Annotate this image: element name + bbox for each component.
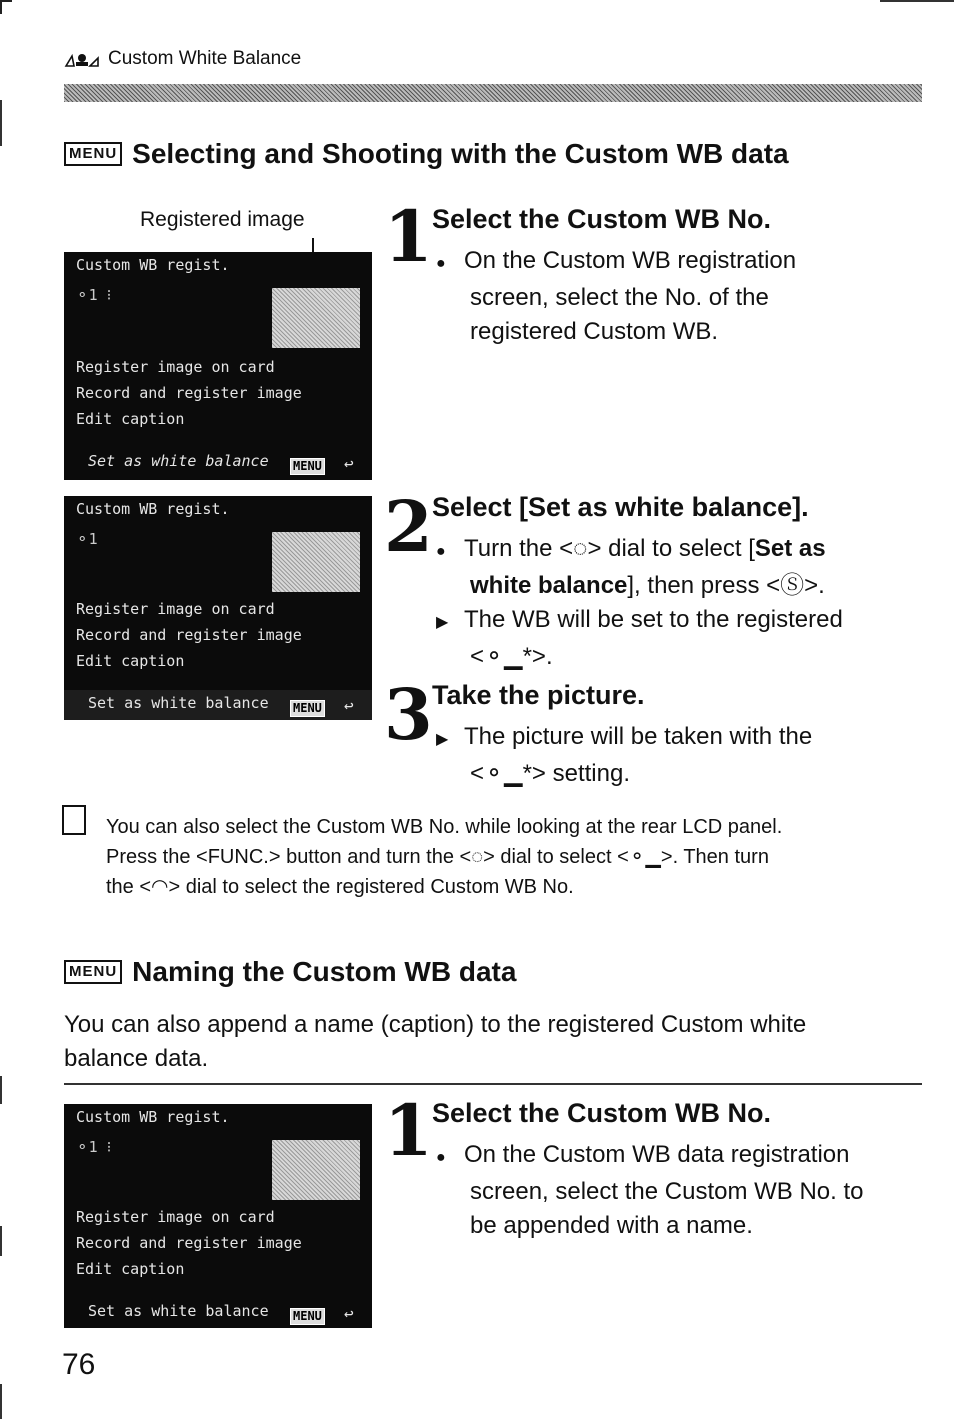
custom-wb-icon — [64, 50, 100, 68]
page-number: 76 — [62, 1348, 96, 1381]
menu-item: Record and register image — [76, 1234, 302, 1252]
margin-tick — [0, 1384, 2, 1419]
screen-heading: Custom WB regist. — [76, 1108, 230, 1126]
step-title: Take the picture. — [432, 680, 645, 710]
callout-label: Registered image — [140, 208, 305, 231]
registered-image-thumbnail — [272, 288, 360, 348]
set-button-icon: Ⓢ — [780, 572, 805, 599]
screen-heading: Custom WB regist. — [76, 256, 230, 274]
section-intro: You can also append a name (caption) to the registered Custom white balance data. — [64, 1011, 807, 1072]
custom-wb-icon: ⚬▁ — [484, 643, 523, 670]
note-text: You can also select the Custom WB No. while looking at the rear LCD panel. Press the <FUNC.> button and turn the <◌> dial to select <⚬▁>. Then turn the <◠> dial to select the registered Custom WB No. — [106, 816, 783, 898]
wb-slot: ⚬1 — [76, 530, 98, 548]
step-body: ● Turn the <◌> dial to select [Set as white balance], then press <Ⓢ>. ▶ The WB will be set to the registered <⚬▁*>. — [436, 535, 843, 670]
section-title: Selecting and Shooting with the Custom WB data — [132, 138, 789, 169]
menu-badge: MENU — [64, 960, 122, 984]
camera-screen-3 — [64, 1104, 372, 1328]
menu-item: Record and register image — [76, 384, 302, 402]
divider — [64, 1083, 922, 1085]
step-body: ● On the Custom WB registration screen, select the No. of the registered Custom WB. — [436, 247, 797, 345]
return-icon: ↩ — [344, 696, 354, 715]
quick-control-dial-icon: ◌ — [471, 846, 484, 868]
step-title: Select the Custom WB No. — [432, 1098, 772, 1128]
return-icon: ↩ — [344, 454, 354, 473]
crop-mark — [0, 0, 12, 14]
running-header — [64, 48, 301, 70]
menu-badge: MENU — [64, 142, 122, 166]
menu-item: Register image on card — [76, 358, 275, 376]
camera-screen-1 — [64, 252, 372, 480]
registered-image-thumbnail — [272, 1140, 360, 1200]
quick-control-dial-icon: ◌ — [573, 535, 588, 562]
section-title: Naming the Custom WB data — [132, 956, 517, 987]
step-number: 1 — [384, 195, 433, 278]
registered-image-thumbnail — [272, 532, 360, 592]
menu-item-selected: Set as white balance — [88, 694, 269, 712]
menu-item: Set as white balance — [88, 1302, 269, 1320]
menu-item: Set as white balance — [88, 452, 269, 470]
step-number: 3 — [384, 673, 433, 756]
return-icon: ↩ — [344, 1304, 354, 1323]
menu-item: Record and register image — [76, 626, 302, 644]
bullet-icon: ● — [436, 255, 446, 272]
bullet-icon: ● — [436, 543, 446, 560]
bullet-icon: ● — [436, 1149, 446, 1166]
custom-wb-icon: ⚬▁ — [628, 846, 661, 868]
step-title: Select [Set as white balance]. — [432, 492, 809, 522]
step-number: 2 — [384, 485, 433, 568]
screen-heading: Custom WB regist. — [76, 500, 230, 518]
wb-slot: ⚬1 ⁝ — [76, 286, 112, 304]
margin-tick — [0, 1076, 2, 1104]
step-number: 1 — [384, 1089, 433, 1172]
menu-item: Edit caption — [76, 1260, 185, 1278]
section-heading — [64, 956, 516, 988]
arrow-icon: ▶ — [436, 731, 449, 748]
wb-slot: ⚬1 ⁝ — [76, 1138, 112, 1156]
menu-item: Edit caption — [76, 652, 185, 670]
step-title: Select the Custom WB No. — [432, 204, 772, 234]
note-icon — [62, 805, 86, 835]
margin-tick — [0, 1226, 2, 1256]
menu-item: Register image on card — [76, 1208, 275, 1226]
menu-item: Edit caption — [76, 410, 185, 428]
camera-screen-2 — [64, 496, 372, 720]
main-dial-icon: ◠ — [151, 876, 169, 898]
section-heading — [64, 138, 789, 170]
arrow-icon: ▶ — [436, 614, 449, 631]
crop-mark — [880, 0, 954, 2]
menu-tag: MENU — [290, 458, 325, 475]
header-band — [64, 84, 922, 102]
menu-tag: MENU — [290, 1308, 325, 1325]
step-body: ▶ The picture will be taken with the <⚬▁*> setting. — [436, 723, 813, 787]
margin-tick — [0, 100, 2, 146]
menu-item: Register image on card — [76, 600, 275, 618]
menu-tag: MENU — [290, 700, 325, 717]
step-body: ● On the Custom WB data registration screen, select the Custom WB No. to be appended with a name. — [436, 1141, 864, 1239]
custom-wb-icon: ⚬▁ — [484, 760, 523, 787]
header-title: Custom White Balance — [108, 48, 302, 69]
